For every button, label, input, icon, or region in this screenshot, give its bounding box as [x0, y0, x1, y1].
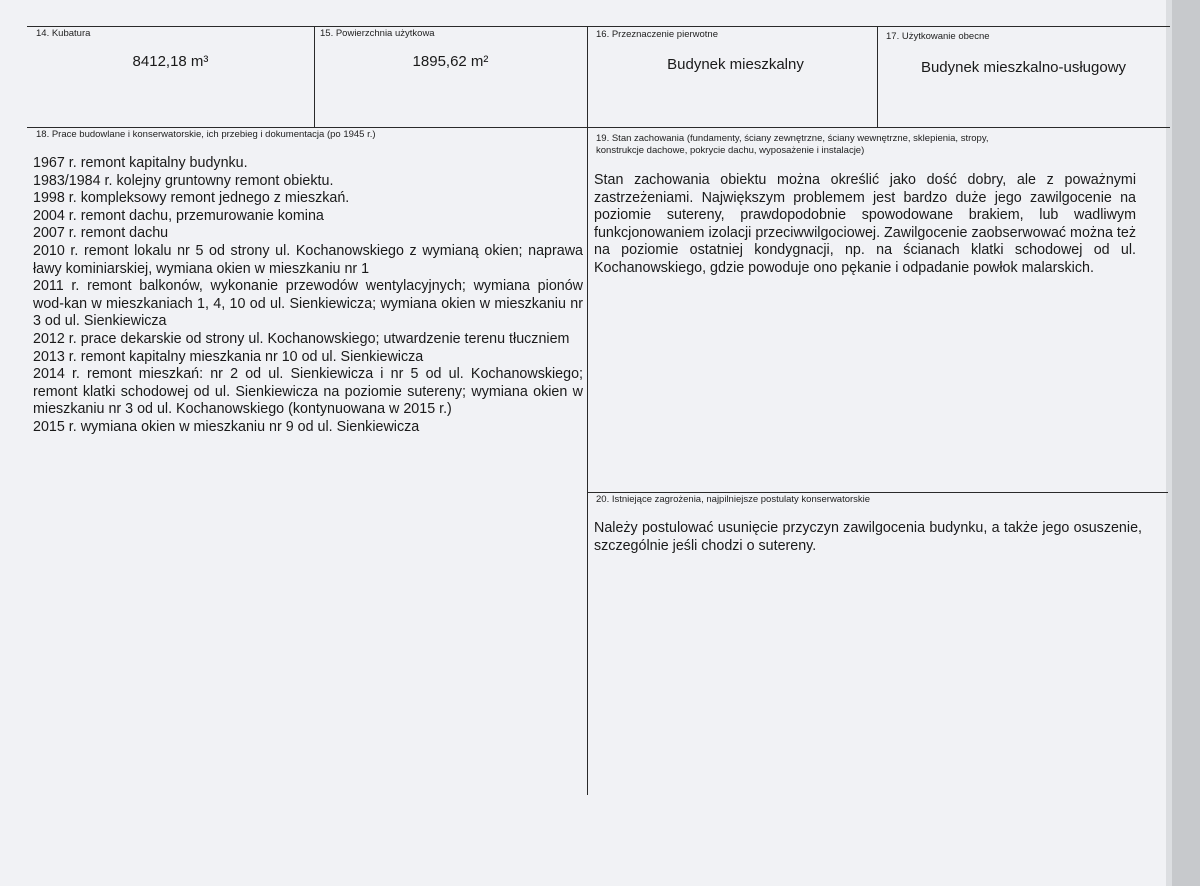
- section20-top-border: [587, 492, 1168, 493]
- divider-16-17: [877, 26, 878, 127]
- section19-text: Stan zachowania obiektu można określić jako dość dobry, ale z poważnymi zastrzeżeniami. Największym problemem jest bardzo duże jego zawilgocenie na poziomie sutereny, prawdopodobnie spowodowane brakiem, lub wadliwym funkcjonowaniem izolacji przeciwwilgociowej. Zawilgocenie zaobserwować można też na poziomie ostatniej kondygnacji, np. na ścianach klatki schodowej od ul. Kochanowskiego, gdzie powoduje ono pękanie i odpadanie powłok malarskich.: [594, 172, 1136, 276]
- section19-label-line2: konstrukcje dachowe, pokrycie dachu, wyposażenie i instalacje): [596, 145, 865, 156]
- divider-14-15: [314, 26, 315, 127]
- entry-2012: 2012 r. prace dekarskie od strony ul. Kochanowskiego; utwardzenie terenu tłuczniem: [33, 330, 570, 347]
- entry-2015: 2015 r. wymiana okien w mieszkaniu nr 9 od ul. Sienkiewicza: [33, 418, 420, 435]
- kubatura-label: 14. Kubatura: [36, 28, 91, 39]
- row1-bottom-border: [27, 127, 1170, 128]
- kubatura-value: 8412,18 m³: [132, 53, 209, 70]
- entry-1967: 1967 r. remont kapitalny budynku.: [33, 155, 248, 171]
- section18-entries: [33, 155, 583, 437]
- entry-2014: 2014 r. remont mieszkań: nr 2 od ul. Sienkiewicza i nr 5 od ul. Kochanowskiego; remont klatki schodowej od ul. Sienkiewicza na poziomie sutereny; wymiana okien w mieszkaniu nr 3 od ul. Kochanowskiego (kontynuowana w 2015 r.): [33, 366, 583, 418]
- section20-text: Należy postulować usunięcie przyczyn zawilgocenia budynku, a także jego osuszenie, szczególnie jeśli chodzi o sutereny.: [594, 520, 1142, 554]
- przeznaczenie-value: Budynek mieszkalny: [667, 56, 804, 73]
- section18-label: 18. Prace budowlane i konserwatorskie, ich przebieg i dokumentacja (po 1945 r.): [36, 129, 376, 140]
- powierzchnia-label: 15. Powierzchnia użytkowa: [320, 28, 435, 39]
- entry-1983: 1983/1984 r. kolejny gruntowny remont obiektu.: [33, 172, 334, 189]
- section20-label: 20. Istniejące zagrożenia, najpilniejsze postulaty konserwatorskie: [596, 494, 871, 505]
- powierzchnia-value: 1895,62 m²: [412, 53, 489, 70]
- section19-label-line1: 19. Stan zachowania (fundamenty, ściany zewnętrzne, ściany wewnętrzne, sklepienia, stropy,: [596, 133, 989, 144]
- main-column-divider: [587, 26, 588, 795]
- entry-2010: 2010 r. remont lokalu nr 5 od strony ul. Kochanowskiego z wymianą okien; naprawa ławy kominiarskiej, wymiana okien w mieszkaniu nr 1: [33, 242, 583, 277]
- uzytkowanie-value: Budynek mieszkalno-usługowy: [920, 59, 1127, 76]
- entry-2004: 2004 r. remont dachu, przemurowanie komina: [33, 207, 324, 224]
- entry-2011: 2011 r. remont balkonów, wykonanie przewodów wentylacyjnych; wymiana pionów wod-kan w mieszkaniach 1, 4, 10 od ul. Sienkiewicza; wymiana okien w mieszkaniu nr 3 od ul. Sienkiewicza: [33, 278, 583, 330]
- uzytkowanie-label: 17. Użytkowanie obecne: [886, 31, 990, 42]
- table-top-border: [27, 26, 1170, 27]
- entry-2007: 2007 r. remont dachu: [33, 225, 169, 242]
- przeznaczenie-label: 16. Przeznaczenie pierwotne: [596, 29, 718, 40]
- scan-edge: [1172, 0, 1200, 886]
- entry-1998: 1998 r. kompleksowy remont jednego z mieszkań.: [33, 190, 350, 207]
- entry-2013: 2013 r. remont kapitalny mieszkania nr 10 od ul. Sienkiewicza: [33, 348, 424, 365]
